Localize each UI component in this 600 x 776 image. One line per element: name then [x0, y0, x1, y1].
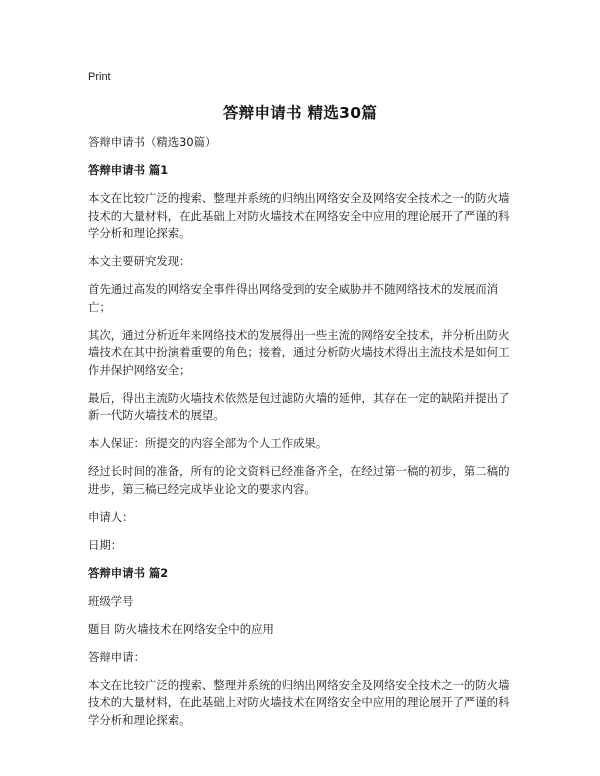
paragraph: 经过长时间的准备，所有的论文资料已经准备齐全，在经过第一稿的初步，第二稿的进步，第三稿已经完成毕业论文的要求内容。	[88, 464, 510, 496]
document-body	[88, 134, 518, 740]
application-label: 答辩申请：	[88, 649, 145, 664]
paragraph: 本人保证：所提交的内容全部为个人工作成果。	[88, 436, 328, 450]
class-id-label: 班级学号	[88, 593, 134, 608]
paragraph: 首先通过高发的网络安全事件得出网络受到的安全威胁并不随网络技术的发展而消亡；	[88, 282, 499, 314]
subtitle: 答辩申请书（精选30篇）	[88, 135, 217, 149]
applicant-label: 申请人：	[88, 509, 134, 524]
paragraph: 本文在比较广泛的搜索、整理并系统的归纳出网络安全及网络安全技术之一的防火墙技术的大量材料，在此基础上对防火墙技术在网络安全中应用的理论展开了严谨的科学分析和理论探索。	[88, 191, 510, 240]
print-link[interactable]: Print	[88, 71, 111, 83]
paragraph: 本文在比较广泛的搜索、整理并系统的归纳出网络安全及网络安全技术之一的防火墙技术的大量材料，在此基础上对防火墙技术在网络安全中应用的理论展开了严谨的科学分析和理论探索。	[88, 677, 510, 727]
paragraph: 其次，通过分析近年来网络技术的发展得出一些主流的网络安全技术，并分析出防火墙技术在其中扮演着重要的角色；接着，通过分析防火墙技术得出主流技术是如何工作并保护网络安全；	[88, 327, 510, 377]
section-heading-2: 答辩申请书 篇2	[88, 565, 169, 580]
topic-line: 题目 防火墙技术在网络安全中的应用	[88, 621, 274, 636]
paragraph: 最后，得出主流防火墙技术依然是包过滤防火墙的延伸，其存在一定的缺陷并提出了新一代防火墙技术的展望。	[88, 390, 510, 422]
date-label: 日期：	[88, 537, 123, 552]
section-heading-1: 答辩申请书 篇1	[88, 163, 169, 177]
paragraph: 本文主要研究发现：	[88, 254, 191, 268]
page-title: 答辩申请书 精选30篇	[222, 104, 378, 122]
